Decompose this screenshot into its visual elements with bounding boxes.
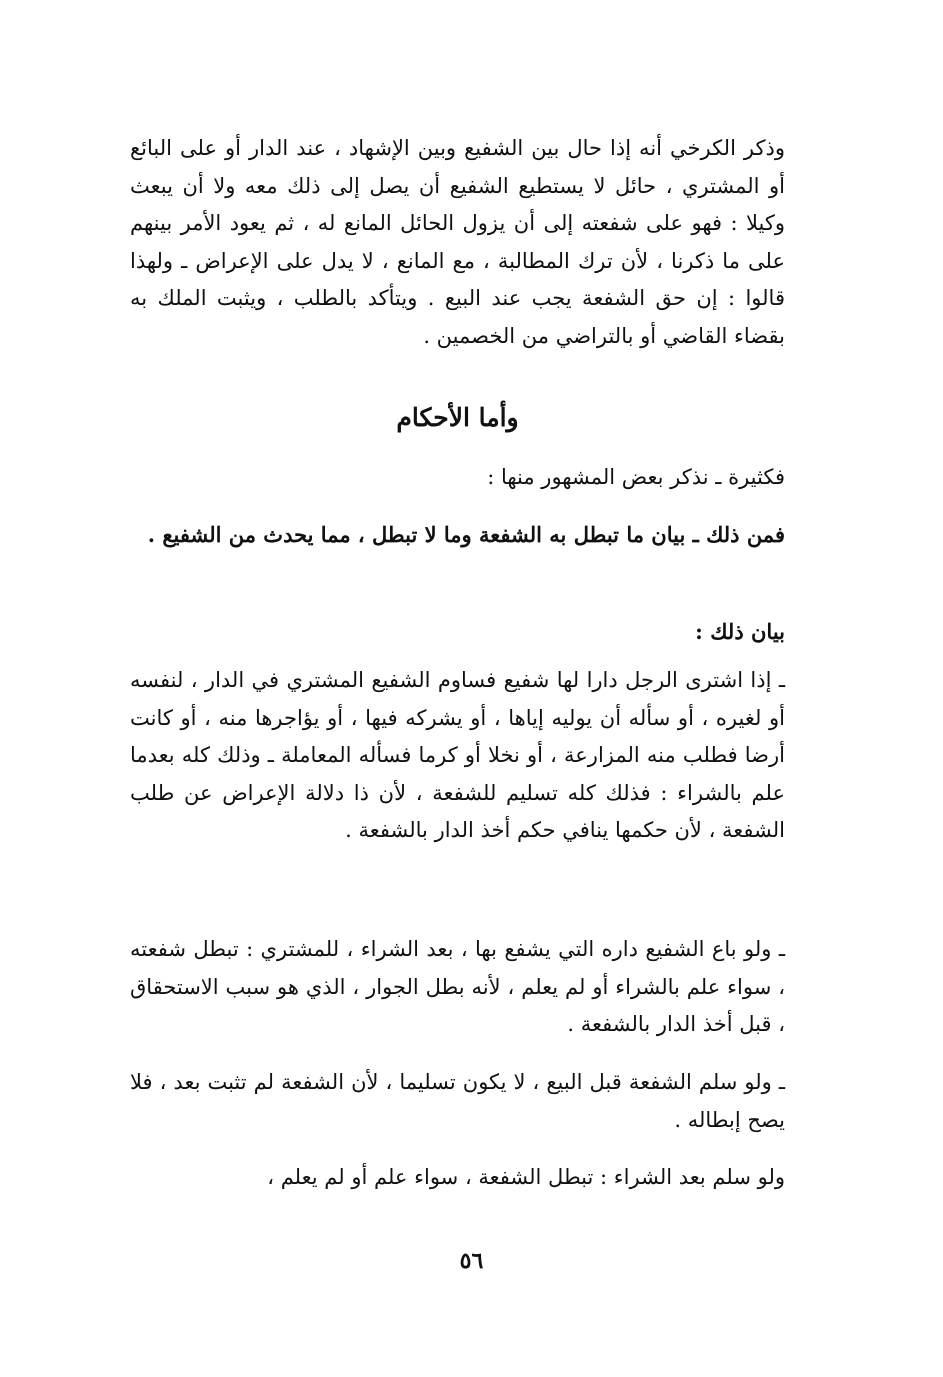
paragraph-purchase-case: ـ إذا اشترى الرجل دارا لها شفيع فساوم الشفيع المشتري في الدار ، لنفسه أو لغيره ، أو سأله أن يوليه إياها ، أو يشركه فيها ، أو يؤاجرها منه ، أو كانت أرضا فطلب منه المزارعة ، أو نخلا أو كرما فسأله المعاملة ـ وذلك كله بعدما علم بالشراء : فذلك كله تسليم للشفعة ، لأن ذا دلالة الإعراض عن طلب الشفعة ، لأن حكمها ينافي حكم أخذ الدار بالشفعة . (130, 668, 785, 843)
paragraph-intro: فكثيرة ـ نذكر بعض المشهور منها : (487, 465, 785, 489)
paragraph-sale-case: ـ ولو باع الشفيع داره التي يشفع بها ، بعد الشراء ، للمشتري : تبطل شفعته ، سواء علم بالشراء أو لم يعلم ، لأنه بطل الجوار ، الذي هو سبب الاستحقاق ، قبل أخذ الدار بالشفعة . (130, 937, 785, 1037)
page-number: ٥٦ (459, 1248, 484, 1274)
section-heading: وأما الأحكام (396, 403, 519, 432)
paragraph-karkhi: وذكر الكرخي أنه إذا حال بين الشفيع وبين الإشهاد ، عند الدار أو على البائع أو المشتري ، حائل لا يستطيع الشفيع أن يصل إلى ذلك معه ولا أن يبعث وكيلا : فهو على شفعته إلى أن يزول الحائل المانع له ، ثم يعود الأمر بينهم على ما ذكرنا ، لأن ترك المطالبة ، مع المانع ، لا يدل على الإعراض ـ ولهذا قالوا : إن حق الشفعة يجب عند البيع . ويتأكد بالطلب ، ويثبت الملك به بقضاء القاضي أو بالتراضي من الخصمين . (130, 136, 785, 348)
paragraph-before-sale: ـ ولو سلم الشفعة قبل البيع ، لا يكون تسليما ، لأن الشفعة لم تثبت بعد ، فلا يصح إبطاله . (130, 1070, 785, 1132)
paragraph-explanation-label: بيان ذلك : (695, 619, 785, 644)
paragraph-subheading: فمن ذلك ـ بيان ما تبطل به الشفعة وما لا تبطل ، مما يحدث من الشفيع . (147, 522, 785, 547)
paragraph-after-purchase: ولو سلم بعد الشراء : تبطل الشفعة ، سواء علم أو لم يعلم ، (267, 1165, 785, 1189)
